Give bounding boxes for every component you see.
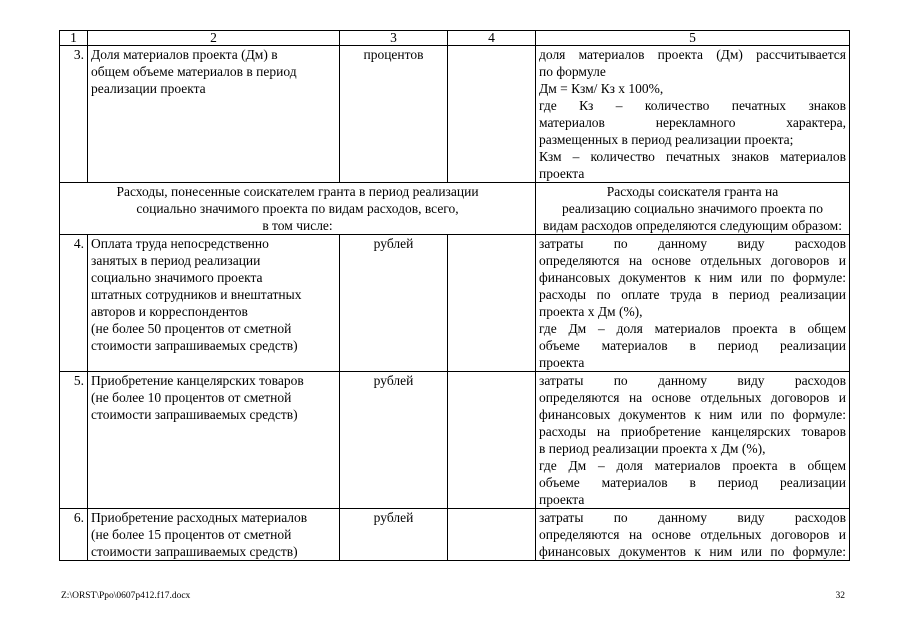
footer-page-number: 32: [835, 591, 845, 601]
description-line: финансовых документов к ним или по формуле:: [539, 270, 846, 285]
description-line: объеме материалов в период реализации: [539, 338, 846, 353]
cell-text-line: занятых в период реализации: [91, 253, 261, 268]
header-cell: 2: [88, 31, 340, 46]
cell-text-line: Приобретение расходных материалов: [91, 510, 308, 525]
description-line: затраты по данному виду расходов: [539, 373, 846, 388]
description-line: проекта: [539, 355, 585, 370]
cell-text-line: Доля материалов проекта (Дм) в: [91, 47, 278, 62]
row-description: [536, 372, 850, 509]
description-line: определяются на основе отдельных договоров и: [539, 527, 846, 542]
description-line: где Дм – доля материалов проекта в общем: [539, 321, 846, 336]
table-row: [60, 509, 850, 561]
document-table: [59, 30, 850, 561]
row-unit: процентов: [340, 46, 448, 183]
cell-text-line: стоимости запрашиваемых средств): [91, 544, 298, 559]
row-name: [88, 509, 340, 561]
description-line: финансовых документов к ним или по формуле:: [539, 407, 846, 422]
row-description: [536, 509, 850, 561]
row-name: [88, 235, 340, 372]
cell-text-line: реализацию социально значимого проекта по: [561, 201, 824, 216]
row-name: [88, 46, 340, 183]
header-cell: 1: [60, 31, 88, 46]
row-empty-cell: [448, 235, 536, 372]
cell-text-line: авторов и корреспондентов: [91, 304, 248, 319]
table-row: [60, 372, 850, 509]
description-line: проекта х Дм (%),: [539, 304, 643, 319]
cell-text-line: (не более 10 процентов от сметной: [91, 390, 292, 405]
row-unit: рублей: [340, 372, 448, 509]
row-number: 4.: [60, 235, 88, 372]
description-line: Кзм – количество печатных знаков материалов: [539, 149, 846, 164]
footer-file-path: Z:\ORST\Ppo\0607p412.f17.docx: [61, 591, 191, 601]
row-description: [536, 235, 850, 372]
table-row: [60, 235, 850, 372]
header-cell: 4: [448, 31, 536, 46]
row-unit: рублей: [340, 509, 448, 561]
cell-text-line: стоимости запрашиваемых средств): [91, 407, 298, 422]
row-number: 3.: [60, 46, 88, 183]
table-header-row: [60, 31, 850, 46]
header-cell: 3: [340, 31, 448, 46]
description-line: объеме материалов в период реализации: [539, 475, 846, 490]
description-line: проекта: [539, 166, 585, 181]
section-right: [536, 183, 850, 235]
cell-text-line: реализации проекта: [91, 81, 206, 96]
description-line: затраты по данному виду расходов: [539, 510, 846, 525]
description-line: Дм = Кзм/ Кз х 100%,: [539, 81, 664, 96]
cell-text-line: социально значимого проекта: [91, 270, 263, 285]
row-description: [536, 46, 850, 183]
cell-text-line: социально значимого проекта по видам расходов, всего,: [136, 201, 459, 216]
description-line: размещенных в период реализации проекта;: [539, 132, 794, 147]
description-line: в период реализации проекта х Дм (%),: [539, 441, 766, 456]
description-line: затраты по данному виду расходов: [539, 236, 846, 251]
description-line: определяются на основе отдельных договоров и: [539, 253, 846, 268]
header-cell: 5: [536, 31, 850, 46]
description-line: проекта: [539, 492, 585, 507]
cell-text-line: (не более 15 процентов от сметной: [91, 527, 292, 542]
description-line: финансовых документов к ним или по формуле:: [539, 544, 846, 559]
row-number: 6.: [60, 509, 88, 561]
description-line: доля материалов проекта (Дм) рассчитывается: [539, 47, 846, 62]
cell-text-line: видам расходов определяются следующим образом:: [543, 218, 842, 233]
section-left: [60, 183, 536, 235]
row-empty-cell: [448, 372, 536, 509]
description-line: расходы по оплате труда в период реализации: [539, 287, 846, 302]
cell-text-line: (не более 50 процентов от сметной: [91, 321, 292, 336]
description-line: по формуле: [539, 64, 606, 79]
row-empty-cell: [448, 46, 536, 183]
description-line: материалов нерекламного характера,: [539, 115, 846, 130]
description-line: где Кз – количество печатных знаков: [539, 98, 846, 113]
description-line: расходы на приобретение канцелярских товаров: [539, 424, 846, 439]
cell-text-line: Расходы, понесенные соискателем гранта в период реализации: [116, 184, 479, 199]
description-line: определяются на основе отдельных договоров и: [539, 390, 846, 405]
cell-text-line: стоимости запрашиваемых средств): [91, 338, 298, 353]
description-line: где Дм – доля материалов проекта в общем: [539, 458, 846, 473]
row-empty-cell: [448, 509, 536, 561]
row-name: [88, 372, 340, 509]
row-number: 5.: [60, 372, 88, 509]
cell-text-line: в том числе:: [262, 218, 333, 233]
cell-text-line: штатных сотрудников и внештатных: [91, 287, 302, 302]
section-row: [60, 183, 850, 235]
cell-text-line: Оплата труда непосредственно: [91, 236, 269, 251]
row-unit: рублей: [340, 235, 448, 372]
cell-text-line: Приобретение канцелярских товаров: [91, 373, 304, 388]
cell-text-line: общем объеме материалов в период: [91, 64, 297, 79]
cell-text-line: Расходы соискателя гранта на: [606, 184, 779, 199]
table-row: [60, 46, 850, 183]
